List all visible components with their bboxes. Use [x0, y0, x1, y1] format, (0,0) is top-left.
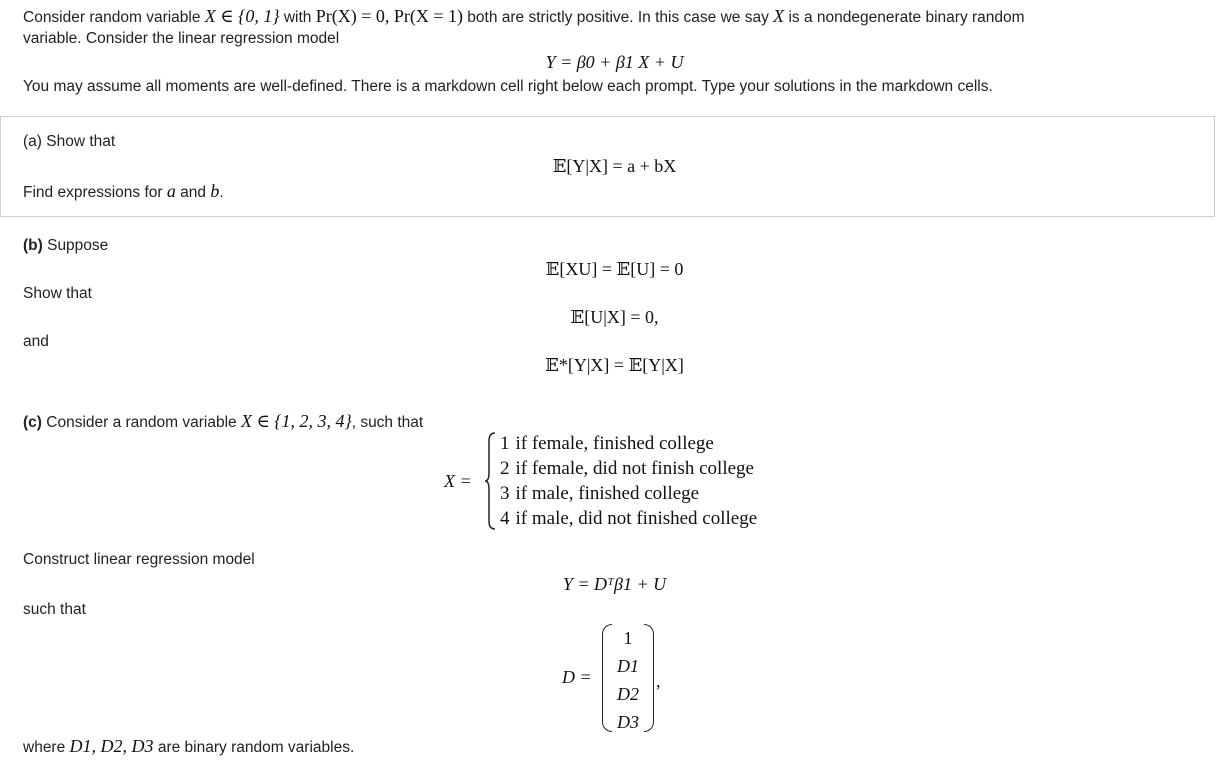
part-a-var-b: b	[210, 181, 220, 201]
intro-text-2: with	[279, 9, 316, 26]
case-value: 4	[500, 508, 510, 529]
part-c-label-end: , such that	[351, 414, 424, 431]
part-a-and: and	[175, 184, 211, 201]
where-text-1: where	[23, 739, 70, 756]
intro-text-4: is a nondegenerate binary random	[784, 9, 1025, 26]
part-a-find-text: Find expressions for	[23, 184, 167, 201]
d-entry: D2	[617, 684, 639, 704]
d-entry: D1	[617, 656, 639, 676]
part-c-construct: Construct linear regression model	[23, 551, 255, 568]
d-vector	[602, 624, 654, 732]
intro-math-probs: Pr(X) = 0, Pr(X = 1)	[315, 6, 463, 26]
case-condition: if male, did not finished college	[515, 508, 758, 529]
part-a-var-a: a	[166, 181, 176, 201]
case-row	[494, 431, 757, 456]
intro-assumption: You may assume all moments are well-defined. There is a markdown cell right below each prompt. Type your solutions in the markdown cells.	[23, 78, 993, 95]
intro-line-2: variable. Consider the linear regression model	[23, 30, 340, 47]
intro-paragraph	[23, 5, 1213, 29]
case-row	[494, 506, 757, 531]
d-equals: D =	[562, 667, 592, 687]
part-a-label: (a) Show that	[23, 133, 116, 150]
case-condition: if female, did not finish college	[515, 458, 754, 479]
part-b-eq1: 𝔼[XU] = 𝔼[U] = 0	[545, 259, 684, 279]
part-b-eq2: 𝔼[U|X] = 0,	[570, 307, 659, 327]
part-b-eq3: 𝔼*[Y|X] = 𝔼[Y|X]	[545, 355, 684, 375]
case-row	[494, 481, 757, 506]
cases-table	[494, 431, 757, 531]
part-c-label-rest: Consider a random variable	[41, 414, 241, 431]
part-a-period: .	[219, 184, 224, 201]
case-value: 3	[500, 483, 510, 504]
part-c-label-math: X ∈ {1, 2, 3, 4}	[240, 411, 352, 431]
part-b-show-that: Show that	[23, 285, 92, 302]
intro-text-1: Consider random variable	[23, 9, 205, 26]
d-comma: ,	[656, 671, 661, 691]
case-condition: if male, finished college	[515, 483, 700, 504]
part-c-where	[23, 736, 354, 757]
where-math: D1, D2, D3	[69, 736, 154, 756]
part-c-model-equation: Y = Dᵀβ1 + U	[562, 574, 667, 594]
where-text-2: are binary random variables.	[153, 739, 355, 756]
d-entries	[602, 624, 654, 736]
intro-text-3: both are strictly positive. In this case we say	[463, 9, 774, 26]
case-value: 1	[500, 433, 510, 454]
part-c-label-bold: (c)	[23, 414, 42, 431]
intro-regression-equation: Y = β0 + β1 X + U	[545, 52, 684, 72]
part-c-label	[23, 411, 423, 432]
part-b-label-rest: Suppose	[42, 237, 109, 254]
part-c-such-that: such that	[23, 601, 86, 618]
d-entry: 1	[623, 628, 633, 648]
part-a-equation: 𝔼[Y|X] = a + bX	[552, 156, 677, 176]
part-b-and: and	[23, 333, 49, 350]
part-b-label	[23, 237, 108, 255]
case-value: 2	[500, 458, 510, 479]
case-condition: if female, finished college	[515, 433, 714, 454]
d-entry: D3	[617, 712, 639, 732]
intro-math-x-set: X ∈ {0, 1}	[204, 6, 280, 26]
case-row	[494, 456, 757, 481]
part-c-x-equals: X =	[444, 471, 472, 491]
part-a-find	[23, 181, 224, 202]
part-b-label-bold: (b)	[23, 237, 43, 254]
intro-math-x: X	[773, 6, 785, 26]
